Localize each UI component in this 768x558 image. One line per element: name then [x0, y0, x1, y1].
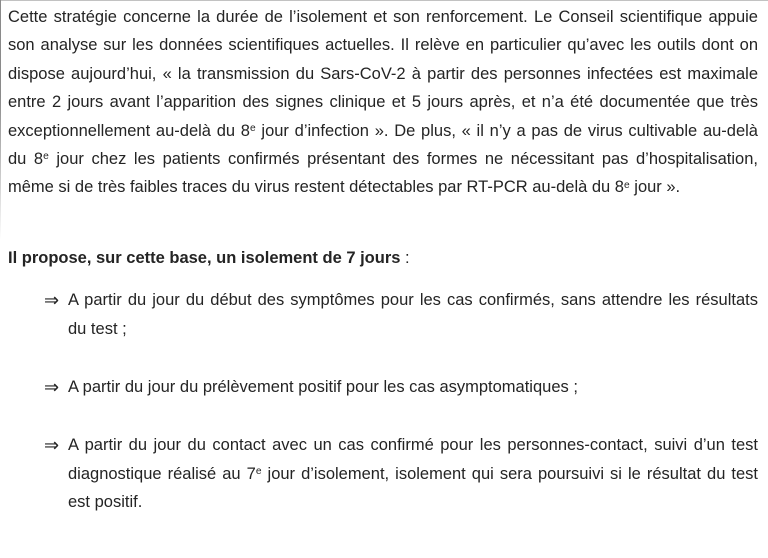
- intro-paragraph: Cette stratégie concerne la durée de l’isolement et son renforcement. Le Conseil scientifique appuie son analyse sur les données scientifiques actuelles. Il relève en particulier qu’avec les outils dont on dispose aujourd’hui, « la transmission du Sars-CoV-2 à partir des personnes infectées est maximale entre 2 jours avant l’apparition des signes clinique et 5 jours après, et n’a été documentée que très exceptionnellement au-delà du 8e jour d’infection ». De plus, « il n’y a pas de virus cultivable au-delà du 8e jour chez les patients confirmés présentant des formes ne nécessitant pas d’hospitalisation, même si de très faibles traces du virus restent détectables par RT-PCR au-delà du 8e jour ».: [8, 8, 758, 197]
- proposal-bullet-list: [8, 286, 758, 516]
- bullet-text: A partir du jour du contact avec un cas confirmé pour les personnes-contact, suivi d’un test diagnostique réalisé au 7e jour d’isolement, isolement qui sera poursuivi si le résultat du test est positif.: [68, 436, 758, 512]
- double-arrow-icon: ⇒: [44, 377, 60, 398]
- proposal-heading-colon: :: [400, 248, 410, 267]
- proposal-heading: [8, 244, 758, 272]
- bullet-text: A partir du jour du prélèvement positif pour les cas asymptomatiques ;: [68, 378, 578, 397]
- bullet-item-confirmed-cases: [8, 286, 758, 343]
- bullet-text: A partir du jour du début des symptômes pour les cas confirmés, sans attendre les résultats du test ;: [68, 291, 758, 338]
- double-arrow-icon: ⇒: [44, 290, 60, 311]
- table-cell-border-left: [0, 0, 1, 240]
- double-arrow-icon: ⇒: [44, 435, 60, 456]
- bullet-item-asymptomatic-cases: [8, 373, 758, 401]
- table-cell-border-top: [0, 0, 768, 1]
- proposal-heading-text: Il propose, sur cette base, un isolement de 7 jours: [8, 248, 401, 267]
- bullet-item-contact-persons: [8, 431, 758, 516]
